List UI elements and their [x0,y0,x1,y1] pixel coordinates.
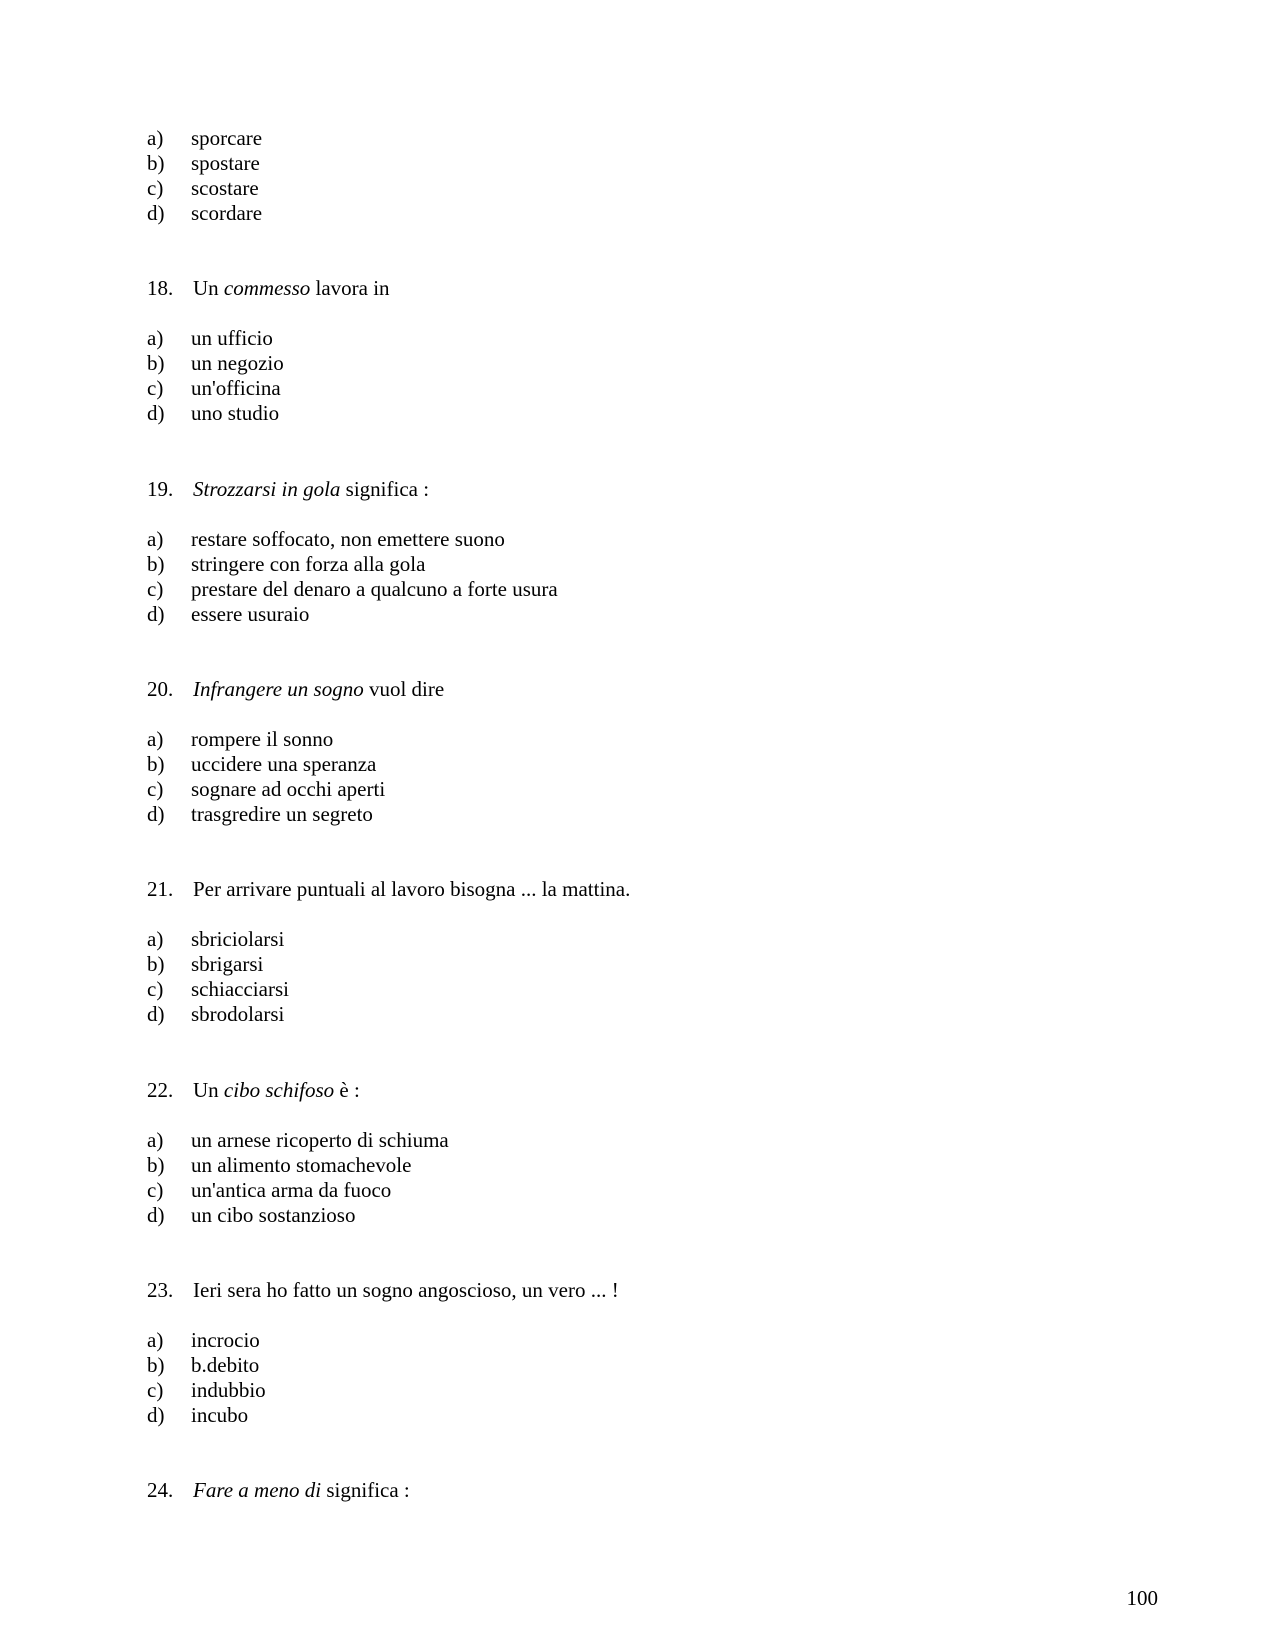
option-letter: c) [147,1378,164,1402]
option-letter: b) [147,552,165,576]
options-list [147,927,1147,1027]
question-stem [147,877,1147,902]
question-text: Ieri sera ho fatto un sogno angoscioso, un vero ... ! [193,1278,619,1302]
question-text-italic: commesso [223,276,311,300]
option-letter: a) [147,927,164,951]
option-letter: c) [147,1178,164,1202]
option-text: uno studio [191,401,280,425]
question-text [193,677,444,702]
option-a [147,1128,1147,1153]
option-text: essere usuraio [191,602,310,626]
question-23 [147,1278,1147,1428]
option-letter: d) [147,201,165,225]
option-c [147,1178,1147,1203]
option-letter: d) [147,1002,165,1026]
option-d [147,1403,1147,1428]
question-text [193,477,429,502]
options-list [147,326,1147,426]
option-text: sbrodolarsi [191,1002,285,1026]
question-stem [147,1078,1147,1103]
options-list [147,1328,1147,1428]
option-letter: d) [147,401,165,425]
option-letter: d) [147,602,165,626]
option-text: sbrigarsi [191,952,264,976]
question-stem [147,677,1147,702]
option-letter: a) [147,1328,164,1352]
option-c [147,777,1147,802]
option-17-b [147,151,1147,176]
option-a [147,727,1147,752]
question-text: Per arrivare puntuali al lavoro bisogna ... la mattina. [193,877,631,901]
question-text-italic: Fare a meno di [193,1478,322,1502]
question-21 [147,877,1147,1027]
option-d [147,802,1147,827]
option-letter: c) [147,777,164,801]
option-c [147,977,1147,1002]
option-text: un'antica arma da fuoco [191,1178,392,1202]
question-text-part: è : [334,1078,360,1102]
option-letter: d) [147,802,165,826]
option-b [147,1153,1147,1178]
option-a [147,927,1147,952]
option-letter: b) [147,1153,165,1177]
option-d [147,602,1147,627]
option-letter: b) [147,151,165,175]
option-text: un negozio [191,351,284,375]
option-letter: c) [147,176,164,200]
option-d [147,1203,1147,1228]
option-text: uccidere una speranza [191,752,377,776]
question-number: 20. [147,677,174,701]
option-d [147,1002,1147,1027]
options-list [147,1128,1147,1228]
option-letter: c) [147,977,164,1001]
option-letter: a) [147,126,164,150]
question-19 [147,477,1147,627]
option-text: scostare [191,176,259,200]
question-text-part: significa : [340,477,430,501]
option-letter: d) [147,1403,165,1427]
option-letter: b) [147,952,165,976]
option-c [147,577,1147,602]
option-text: sporcare [191,126,263,150]
question-text-italic: cibo schifoso [223,1078,335,1102]
option-b [147,351,1147,376]
options-list [147,527,1147,627]
question-22 [147,1078,1147,1228]
question-24 [147,1478,1147,1503]
question-stem [147,276,1147,301]
question-text-part: Un [193,276,224,300]
question-text-italic: Infrangere un sogno [193,677,364,701]
question-stem [147,477,1147,502]
option-c [147,376,1147,401]
option-letter: a) [147,1128,164,1152]
option-text: sognare ad occhi aperti [191,777,386,801]
option-text: un cibo sostanzioso [191,1203,356,1227]
option-text: incrocio [191,1328,260,1352]
page-number: 100 [1126,1586,1158,1610]
option-text: b.debito [191,1353,260,1377]
question-stem [147,1278,1147,1303]
question-number: 24. [147,1478,174,1502]
option-text: trasgredire un segreto [191,802,373,826]
option-letter: d) [147,1203,165,1227]
option-letter: b) [147,1353,165,1377]
option-letter: c) [147,376,164,400]
question-17-options [147,126,1147,226]
question-text [193,1078,360,1103]
option-text: incubo [191,1403,249,1427]
question-number: 22. [147,1078,174,1102]
option-b [147,952,1147,977]
question-text [193,1478,410,1503]
option-b [147,1353,1147,1378]
option-text: stringere con forza alla gola [191,552,426,576]
option-text: sbriciolarsi [191,927,285,951]
option-text: un arnese ricoperto di schiuma [191,1128,449,1152]
option-letter: c) [147,577,164,601]
question-text-part: significa : [321,1478,410,1502]
option-text: prestare del denaro a qualcuno a forte usura [191,577,558,601]
question-text [193,276,390,301]
question-number: 21. [147,877,174,901]
question-text-italic: Strozzarsi in gola [193,477,341,501]
question-number: 18. [147,276,174,300]
options-list [147,727,1147,827]
option-letter: a) [147,527,164,551]
option-text: rompere il sonno [191,727,334,751]
question-text-part: Un [193,1078,224,1102]
question-20 [147,677,1147,827]
option-d [147,401,1147,426]
question-number: 23. [147,1278,174,1302]
option-c [147,1378,1147,1403]
option-17-c [147,176,1147,201]
option-text: un ufficio [191,326,273,350]
option-letter: a) [147,727,164,751]
option-a [147,326,1147,351]
option-a [147,527,1147,552]
option-letter: b) [147,752,165,776]
option-b [147,752,1147,777]
question-stem [147,1478,1147,1503]
option-17-a [147,126,1147,151]
question-text-part: vuol dire [363,677,445,701]
option-text: un'officina [191,376,281,400]
option-text: un alimento stomachevole [191,1153,412,1177]
option-b [147,552,1147,577]
option-17-d [147,201,1147,226]
option-letter: a) [147,326,164,350]
question-18 [147,276,1147,426]
option-a [147,1328,1147,1353]
question-number: 19. [147,477,174,501]
question-text-part: lavora in [310,276,390,300]
option-text: restare soffocato, non emettere suono [191,527,505,551]
option-text: scordare [191,201,263,225]
option-text: indubbio [191,1378,266,1402]
option-letter: b) [147,351,165,375]
option-text: schiacciarsi [191,977,289,1001]
option-text: spostare [191,151,260,175]
